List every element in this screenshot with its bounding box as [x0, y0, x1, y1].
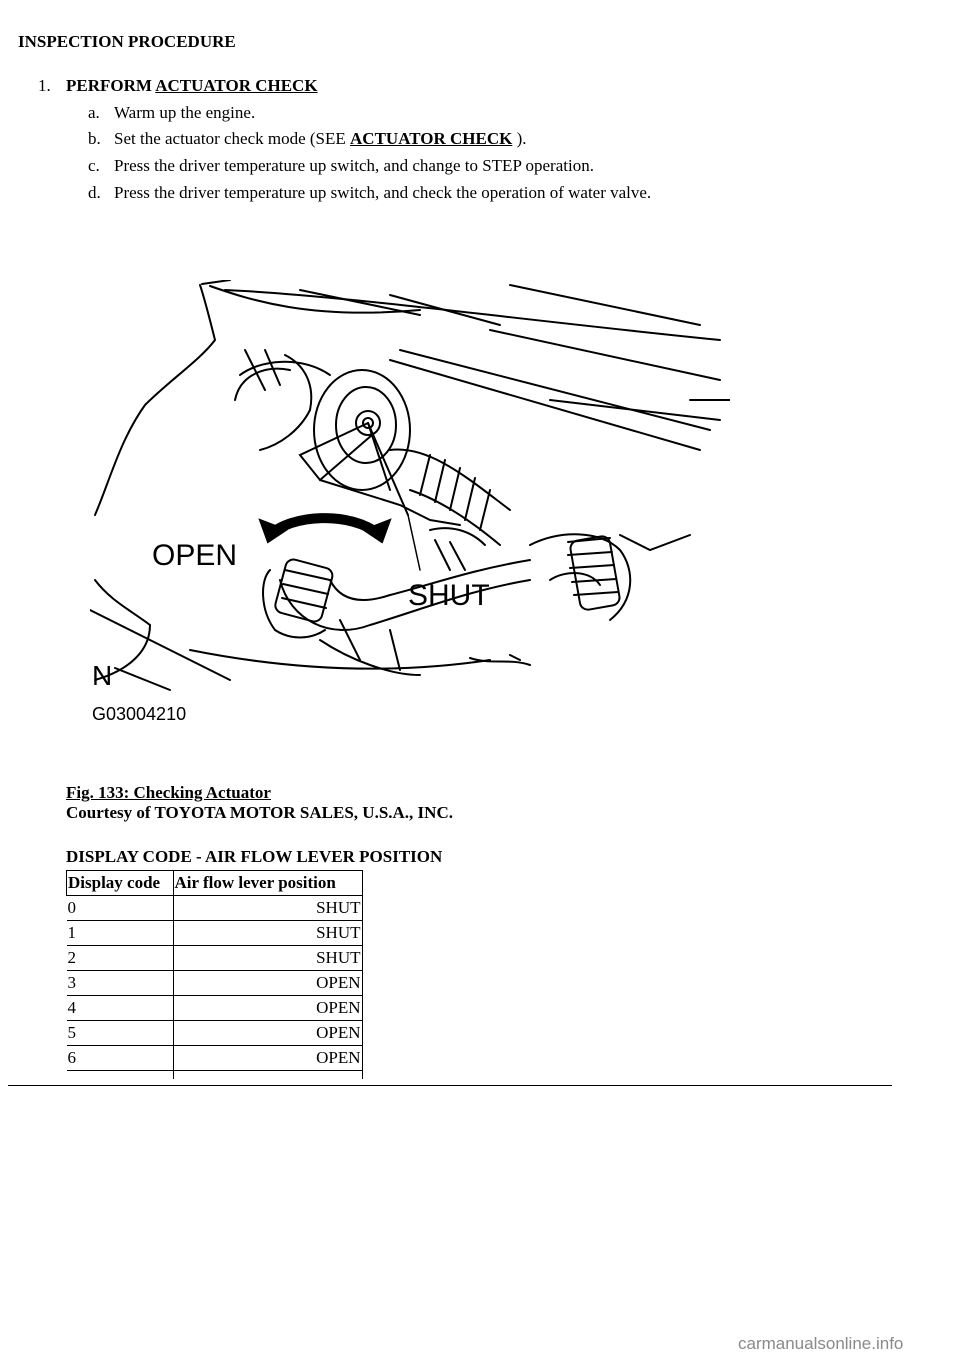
substep-text: Warm up the engine. [114, 103, 256, 122]
header-display-code: Display code [67, 871, 174, 896]
table-header-row [67, 871, 363, 896]
step-number: 1. [38, 76, 51, 95]
n-label: N [92, 660, 113, 691]
actuator-illustration [90, 280, 730, 720]
cell-display-code: 2 [67, 946, 174, 971]
display-code-table [66, 870, 363, 1079]
cell-lever-position: OPEN [173, 996, 362, 1021]
bottom-divider [8, 1085, 892, 1086]
substep-mark: a. [88, 103, 100, 122]
table-row [67, 896, 363, 921]
shut-label: SHUT [408, 579, 490, 612]
table-row [67, 946, 363, 971]
substep-text-before: Set the actuator check mode (SEE [114, 129, 351, 148]
cell-lever-position: SHUT [173, 946, 362, 971]
cell-display-code: 3 [67, 971, 174, 996]
table-empty-row [67, 1071, 363, 1080]
header-air-flow-lever-position: Air flow lever position [173, 871, 362, 896]
substep-text: Press the driver temperature up switch, and change to STEP operation. [114, 156, 594, 175]
cell-lever-position: OPEN [173, 1046, 362, 1071]
cell-display-code: 1 [67, 921, 174, 946]
table-title: DISPLAY CODE - AIR FLOW LEVER POSITION [66, 847, 443, 866]
table-row [67, 1021, 363, 1046]
cell-display-code: 6 [67, 1046, 174, 1071]
cell-empty [67, 1071, 174, 1080]
open-label: OPEN [152, 539, 238, 572]
cell-display-code: 0 [67, 896, 174, 921]
figure-courtesy: Courtesy of TOYOTA MOTOR SALES, U.S.A., INC. [66, 803, 453, 822]
cell-display-code: 4 [67, 996, 174, 1021]
table-row [67, 1046, 363, 1071]
cell-lever-position: SHUT [173, 896, 362, 921]
substep-text [114, 129, 527, 149]
figure-id: G03004210 [92, 704, 187, 720]
step-prefix: PERFORM [66, 76, 156, 95]
page-heading: INSPECTION PROCEDURE [18, 32, 236, 51]
substep-mark: b. [88, 129, 101, 148]
cell-empty [173, 1071, 362, 1080]
substep-mark: d. [88, 183, 101, 202]
cell-lever-position: SHUT [173, 921, 362, 946]
cell-lever-position: OPEN [173, 971, 362, 996]
cell-display-code: 5 [67, 1021, 174, 1046]
substep-text: Press the driver temperature up switch, and check the operation of water valve. [114, 183, 652, 202]
substep-text-after: ). [512, 129, 527, 148]
site-watermark: carmanualsonline.info [738, 1334, 904, 1353]
cell-lever-position: OPEN [173, 1021, 362, 1046]
step-title [66, 76, 318, 96]
actuator-check-link-inline[interactable]: ACTUATOR CHECK [350, 129, 513, 148]
table-row [67, 921, 363, 946]
actuator-check-link[interactable]: ACTUATOR CHECK [155, 76, 318, 95]
table-row [67, 996, 363, 1021]
figure-caption[interactable]: Fig. 133: Checking Actuator [66, 783, 271, 802]
substep-mark: c. [88, 156, 100, 175]
table-row [67, 971, 363, 996]
